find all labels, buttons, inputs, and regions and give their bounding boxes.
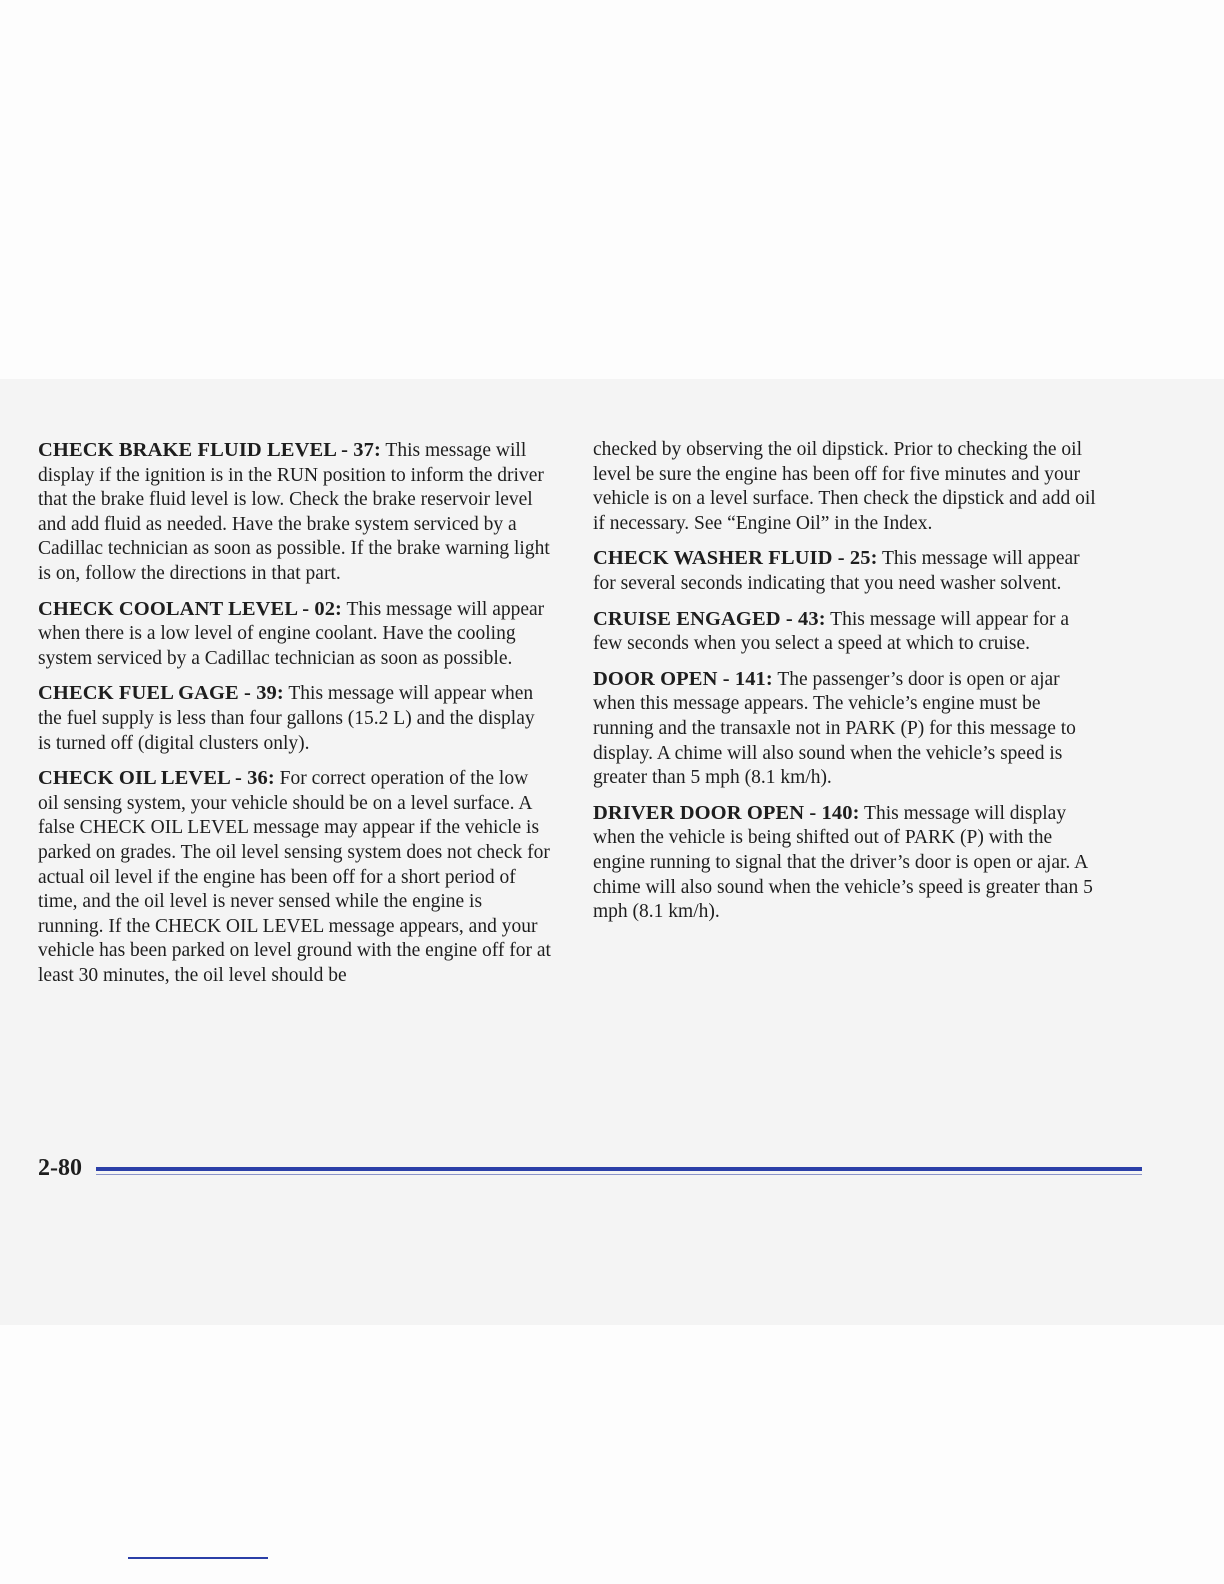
entry-body: For correct operation of the low oil sensing system, your vehicle should be on a level surface. A false CHECK OIL LEVEL message may appear if the vehicle is parked on grades. The oil level sensing system does not check for actual oil level if the engine has been off for a short period of time, and the oil level is never sensed while the engine is running. If the CHECK OIL LEVEL message appears, and your vehicle has been parked on level ground with the engine off for at least 30 minutes, the oil level should be [38, 768, 551, 986]
entry-cruise-engaged [593, 607, 1103, 657]
continuation-text: checked by observing the oil dipstick. Prior to checking the oil level be sure the engine has been off for five minutes and your vehicle is on a level surface. Then check the dipstick and add oil if necessary. See “Engine Oil” in the Index. [593, 439, 1096, 534]
entry-body: This message will appear when there is a low level of engine coolant. Have the cooling system serviced by a Cadillac technician as soon as possible. [38, 598, 545, 669]
entry-heading: CRUISE ENGAGED - 43: [593, 607, 826, 630]
entry-body: The passenger’s door is open or ajar when this message appears. The vehicle’s engine must be running and the transaxle not in PARK (P) for this message to display. A chime will also sound when the vehicle’s speed is greater than 5 mph (8.1 km/h). [593, 668, 1076, 789]
entry-check-oil-level [38, 766, 551, 988]
entry-heading: DOOR OPEN - 141: [593, 667, 773, 690]
entry-body: This message will appear for several seconds indicating that you need washer solvent. [593, 548, 1080, 594]
bottom-link-underline[interactable] [128, 1557, 268, 1559]
entry-body: This message will display when the vehicle is being shifted out of PARK (P) with the engine running to signal that the driver’s door is open or ajar. A chime will also sound when the vehicle’s speed is greater than 5 mph (8.1 km/h). [593, 802, 1093, 923]
entry-check-coolant [38, 597, 551, 672]
page-number: 2-80 [38, 1155, 82, 1181]
footer-rule [96, 1167, 1142, 1171]
entry-heading: CHECK WASHER FLUID - 25: [593, 547, 878, 570]
right-column [593, 438, 1103, 935]
page-footer [38, 1153, 1108, 1183]
entry-heading: CHECK OIL LEVEL - 36: [38, 767, 275, 790]
entry-driver-door-open [593, 801, 1103, 925]
entry-heading: CHECK COOLANT LEVEL - 02: [38, 597, 342, 620]
entry-check-fuel-gage [38, 681, 551, 756]
footer-rule-thin [96, 1174, 1142, 1175]
entry-body: This message will appear when the fuel supply is less than four gallons (15.2 L) and the display is turned off (digital clusters only). [38, 683, 535, 754]
left-column [38, 438, 551, 998]
entry-body: This message will display if the ignition is in the RUN position to inform the driver that the brake fluid level is low. Check the brake reservoir level and add fluid as needed. Have the brake system serviced by a Cadillac technician as soon as possible. If the brake warning light is on, follow the directions in that part. [38, 440, 550, 584]
entry-heading: CHECK FUEL GAGE - 39: [38, 682, 284, 705]
page-panel [0, 379, 1224, 1325]
entry-check-washer-fluid [593, 546, 1103, 596]
entry-check-brake-fluid [38, 438, 551, 587]
entry-heading: DRIVER DOOR OPEN - 140: [593, 801, 860, 824]
entry-door-open [593, 667, 1103, 791]
entry-body: This message will appear for a few seconds when you select a speed at which to cruise. [593, 608, 1069, 655]
entry-heading: CHECK BRAKE FLUID LEVEL - 37: [38, 439, 381, 461]
